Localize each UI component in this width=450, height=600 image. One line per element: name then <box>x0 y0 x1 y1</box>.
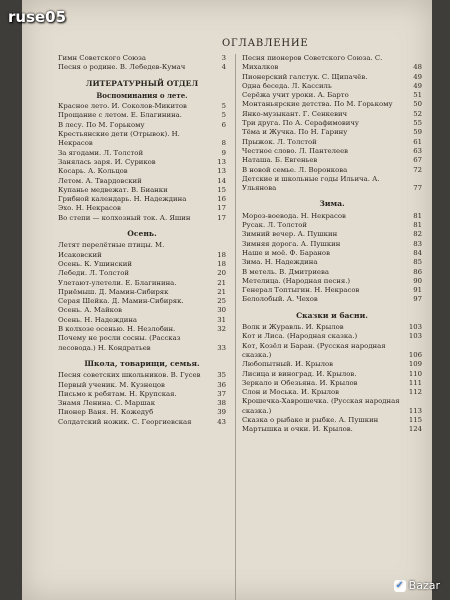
toc-entry <box>58 390 226 399</box>
toc-entry-page: 9 <box>221 148 226 157</box>
toc-entry-title: Честное слово. Л. Пантелеев <box>242 146 349 155</box>
toc-entry-page: 5 <box>221 102 226 111</box>
toc-entry-title: В метель. В. Дмитриева <box>242 267 329 276</box>
toc-entry <box>242 342 422 361</box>
brand-logo-text: Bazar <box>408 579 440 592</box>
toc-entry-page: 50 <box>413 100 422 109</box>
toc-entry-title: Генерал Топтыгин. Н. Некрасов <box>242 286 360 295</box>
toc-entry <box>58 306 226 315</box>
toc-entry-title: Купанье медвежат. В. Бианки <box>58 185 168 194</box>
book-page <box>22 0 432 600</box>
toc-entry-page: 25 <box>217 297 226 306</box>
toc-entry-title: Зимний вечер. А. Пушкин <box>242 230 338 239</box>
toc-entry <box>242 249 422 258</box>
toc-entry-page: 85 <box>413 258 422 267</box>
section-heading: Осень. <box>127 229 157 239</box>
toc-entry-title: Крошечка-Хаврошечка. (Русская народная сказка.) <box>242 397 400 415</box>
toc-entry-title: Янко-музыкант. Г. Сенкевич <box>242 109 348 118</box>
toc-entry <box>58 325 226 334</box>
toc-entry <box>242 230 422 239</box>
toc-entry <box>58 371 226 380</box>
toc-entry-title: Волк и Журавль. И. Крылов <box>242 323 344 332</box>
toc-entry-page: 6 <box>221 120 226 129</box>
toc-entry-page: 115 <box>408 415 422 424</box>
toc-entry-page: 14 <box>217 176 226 185</box>
toc-entry-title: Лебеди. Л. Толстой <box>58 269 129 278</box>
toc-entry <box>58 63 226 72</box>
toc-entry-title: Тёма и Жучка. По Н. Гарину <box>242 128 348 137</box>
toc-entry <box>58 288 226 297</box>
toc-entry-page: 97 <box>413 295 422 304</box>
toc-entry-page: 35 <box>217 371 226 380</box>
toc-entry <box>242 397 422 416</box>
toc-entry <box>58 149 226 158</box>
toc-entry-page: 21 <box>217 287 226 296</box>
toc-entry-page: 81 <box>413 221 422 230</box>
toc-entry <box>58 121 226 130</box>
toc-entry <box>242 332 422 341</box>
toc-entry <box>242 166 422 175</box>
toc-entry <box>58 269 226 278</box>
toc-entry <box>242 323 422 332</box>
toc-entry-title: Лисица и виноград. И. Крылов. <box>242 369 357 378</box>
toc-entry-page: 17 <box>217 204 226 213</box>
toc-entry-title: Зеркало и Обезьяна. И. Крылов <box>242 378 358 387</box>
toc-entry-page: 8 <box>221 139 226 148</box>
toc-entry-title: Пионерский галстук. С. Щипачёв. <box>242 72 368 81</box>
toc-entry-page: 67 <box>413 156 422 165</box>
toc-entry-title: Кот, Козёл и Баран. (Русская народная сказка.) <box>242 341 386 359</box>
toc-entry-title: Приёмыш. Д. Мамин-Сибиряк <box>58 287 169 296</box>
toc-entry-title: Во степи — колхозный ток. А. Яшин <box>58 213 191 222</box>
toc-entry-page: 91 <box>413 286 422 295</box>
toc-entry <box>58 54 226 63</box>
toc-entry-title: Солдатский ножик. С. Георгиевская <box>58 417 192 426</box>
toc-entry-title: Пионер Ваня. Н. Кожедуб <box>58 408 154 417</box>
toc-entry-page: 18 <box>217 259 226 268</box>
toc-entry-title: Осень. К. Ушинский <box>58 259 132 268</box>
toc-entry <box>242 360 422 369</box>
toc-entry <box>242 100 422 109</box>
toc-entry <box>58 297 226 306</box>
toc-entry-title: В колхозе осенью. Н. Незлобин. <box>58 325 176 334</box>
toc-entry <box>242 425 422 434</box>
toc-entry-page: 59 <box>413 128 422 137</box>
toc-entry-title: Песня о родине. В. Лебедев-Кумач <box>58 63 186 72</box>
toc-entry-title: Осень. Н. Надеждина <box>58 315 138 324</box>
toc-entry-page: 37 <box>217 389 226 398</box>
toc-entry <box>58 111 226 120</box>
toc-entry-page: 63 <box>413 146 422 155</box>
toc-entry-page: 32 <box>217 325 226 334</box>
toc-entry-page: 111 <box>408 378 422 387</box>
toc-left-column <box>58 54 226 600</box>
toc-entry-title: Грибной календарь. Н. Надеждина <box>58 195 187 204</box>
toc-entry-title: Первый ученик. М. Кузнецов <box>58 380 165 389</box>
toc-entry-page: 110 <box>408 369 422 378</box>
toc-entry <box>242 138 422 147</box>
toc-entry-title: Русак. Л. Толстой <box>242 221 308 230</box>
toc-entry-page: 82 <box>413 230 422 239</box>
toc-entry-title: Мороз-воевода. Н. Некрасов <box>242 211 346 220</box>
toc-entry-title: Серёжа учит уроки. А. Барто <box>242 91 349 100</box>
toc-entry-title: Летом. А. Твардовский <box>58 176 142 185</box>
toc-entry-page: 13 <box>217 157 226 166</box>
toc-entry-title: Наше и моё. Ф. Баранов <box>242 248 330 257</box>
toc-entry <box>58 204 226 213</box>
toc-entry <box>242 277 422 286</box>
section-heading: ЛИТЕРАТУРНЫЙ ОТДЕЛ <box>85 78 199 88</box>
toc-entry-page: 36 <box>217 380 226 389</box>
toc-entry <box>242 286 422 295</box>
toc-entry-page: 43 <box>217 417 226 426</box>
toc-entry-title: Улетают-улетели. Е. Благинина. <box>58 278 177 287</box>
toc-entry-title: Занялась заря. И. Суриков <box>58 157 156 166</box>
toc-entry-title: Одна беседа. Л. Кассиль <box>242 81 332 90</box>
toc-entry <box>58 399 226 408</box>
toc-entry <box>58 241 226 260</box>
toc-entry-page: 5 <box>221 111 226 120</box>
toc-title: ОГЛАВЛЕНИЕ <box>222 38 309 49</box>
toc-entry-title: Зимняя дорога. А. Пушкин <box>242 239 341 248</box>
toc-entry <box>58 334 226 353</box>
toc-entry-page: 33 <box>217 343 226 352</box>
toc-entry-title: Письмо к ребятам. Н. Крупская. <box>58 389 177 398</box>
toc-entry-page: 84 <box>413 248 422 257</box>
toc-entry-title: Детские и школьные годы Ильича. А. Ульянова <box>242 174 380 193</box>
toc-entry-title: Серая Шейка. Д. Мамин-Сибиряк. <box>58 297 184 306</box>
toc-entry-title: Зима. Н. Надеждина <box>242 258 318 267</box>
toc-entry <box>242 370 422 379</box>
toc-entry <box>242 212 422 221</box>
toc-entry <box>242 82 422 91</box>
toc-entry-title: Кот и Лиса. (Народная сказка.) <box>242 332 358 341</box>
seller-watermark: ruse05 <box>8 8 67 26</box>
subsection-heading: Воспоминания о лете. <box>96 90 188 100</box>
toc-entry-title: Почему не росли сосны. (Рассказ лесовода.) Н. Кондратьев <box>58 334 181 352</box>
toc-entry-title: Эхо. Н. Некрасов <box>58 204 121 213</box>
toc-entry-page: 20 <box>217 269 226 278</box>
toc-entry-page: 18 <box>217 250 226 259</box>
toc-entry-page: 39 <box>217 408 226 417</box>
toc-entry-title: В новой семье. Л. Воронкова <box>242 165 348 174</box>
toc-entry-page: 52 <box>413 109 422 118</box>
toc-entry-page: 51 <box>413 91 422 100</box>
section-heading: Зима. <box>319 199 345 209</box>
toc-entry <box>242 110 422 119</box>
toc-entry <box>242 258 422 267</box>
toc-entry-title: Сказка о рыбаке и рыбке. А. Пушкин <box>242 415 379 424</box>
toc-entry-title: Красное лето. И. Соколов-Микитов <box>58 102 187 111</box>
toc-entry-page: 103 <box>408 323 422 332</box>
toc-entry-title: Гимн Советского Союза <box>58 54 147 62</box>
section-heading: Сказки и басни. <box>296 310 368 320</box>
toc-entry-page: 103 <box>408 332 422 341</box>
toc-entry <box>242 416 422 425</box>
toc-entry <box>58 381 226 390</box>
toc-entry <box>58 186 226 195</box>
toc-entry <box>58 167 226 176</box>
toc-entry <box>242 119 422 128</box>
toc-entry <box>58 279 226 288</box>
toc-entry-title: Песня пионеров Советского Союза. С. Михалков <box>242 54 383 72</box>
toc-entry-page: 86 <box>413 267 422 276</box>
toc-entry-title: Прыжок. Л. Толстой <box>242 137 317 146</box>
toc-entry <box>58 158 226 167</box>
toc-entry-page: 61 <box>413 137 422 146</box>
toc-entry <box>242 175 422 194</box>
toc-entry-title: Песня советских школьников. В. Гусев <box>58 371 201 380</box>
toc-entry-page: 30 <box>217 306 226 315</box>
toc-entry-title: Наташа. Б. Евгеньев <box>242 156 318 165</box>
toc-entry-title: Летят перелётные птицы. М. Исаковский <box>58 241 165 259</box>
toc-entry-page: 109 <box>408 360 422 369</box>
brand-logo <box>394 579 440 592</box>
toc-entry <box>58 418 226 427</box>
toc-entry-title: Любопытный. И. Крылов <box>242 360 334 369</box>
toc-entry-title: Слон и Моська. И. Крылов <box>242 388 339 397</box>
toc-entry-page: 83 <box>413 239 422 248</box>
toc-entry <box>242 73 422 82</box>
toc-entry <box>58 102 226 111</box>
toc-entry-page: 17 <box>217 213 226 222</box>
toc-entry <box>242 147 422 156</box>
toc-entry-page: 106 <box>408 350 422 359</box>
toc-right-column <box>235 54 422 600</box>
toc-entry-page: 72 <box>413 165 422 174</box>
toc-entry <box>58 130 226 149</box>
toc-entry <box>58 260 226 269</box>
toc-entry <box>58 408 226 417</box>
toc-entry-page: 49 <box>413 72 422 81</box>
toc-entry <box>242 156 422 165</box>
toc-entry-page: 90 <box>413 276 422 285</box>
toc-entry-title: Прощание с летом. Е. Благинина. <box>58 111 182 120</box>
toc-entry-page: 38 <box>217 399 226 408</box>
toc-entry-page: 124 <box>408 425 422 434</box>
toc-entry-page: 48 <box>413 63 422 72</box>
toc-entry <box>242 268 422 277</box>
toc-entry-title: Метелица. (Народная песня.) <box>242 276 351 285</box>
brand-mark-icon: ✓ <box>395 579 404 591</box>
toc-entry-title: В лесу. По М. Горькому <box>58 120 145 129</box>
toc-entry-title: Крестьянские дети (Отрывок). Н. Некрасов <box>58 130 180 148</box>
toc-entry <box>242 240 422 249</box>
toc-entry-title: Мартышка и очки. И. Крылов. <box>242 425 353 434</box>
toc-entry-page: 16 <box>217 195 226 204</box>
toc-entry-title: Три друга. По А. Серафимовичу <box>242 119 359 128</box>
toc-entry-page: 81 <box>413 211 422 220</box>
toc-entry <box>242 128 422 137</box>
toc-entry <box>58 316 226 325</box>
toc-entry-title: Монтаньярские детства. По М. Горькому <box>242 100 393 109</box>
toc-entry-title: Осень. А. Майков <box>58 306 123 315</box>
toc-entry <box>242 54 422 73</box>
toc-entry-page: 15 <box>217 185 226 194</box>
toc-entry <box>58 214 226 223</box>
toc-entry-title: Косарь. А. Кольцов <box>58 167 128 176</box>
toc-entry-page: 49 <box>413 81 422 90</box>
toc-entry-title: За ягодами. Л. Толстой <box>58 148 144 157</box>
toc-entry <box>242 379 422 388</box>
toc-entry <box>242 91 422 100</box>
toc-entry-page: 31 <box>217 315 226 324</box>
toc-entry-page: 112 <box>408 388 422 397</box>
toc-entry-page: 13 <box>217 167 226 176</box>
toc-entry-page: 77 <box>413 184 422 193</box>
toc-entry-page: 21 <box>217 278 226 287</box>
toc-entry <box>58 177 226 186</box>
toc-entry <box>242 388 422 397</box>
toc-entry <box>242 221 422 230</box>
section-heading: Школа, товарищи, семья. <box>84 358 200 368</box>
toc-entry-page: 113 <box>408 406 422 415</box>
toc-entry-title: Белолобый. А. Чехов <box>242 295 318 304</box>
toc-entry <box>58 195 226 204</box>
toc-entry-page: 3 <box>221 54 226 62</box>
toc-entry-page: 4 <box>221 63 226 72</box>
toc-entry-title: Знамя Ленина. С. Маршак <box>58 399 156 408</box>
toc-entry <box>242 295 422 304</box>
toc-entry-page: 55 <box>413 119 422 128</box>
